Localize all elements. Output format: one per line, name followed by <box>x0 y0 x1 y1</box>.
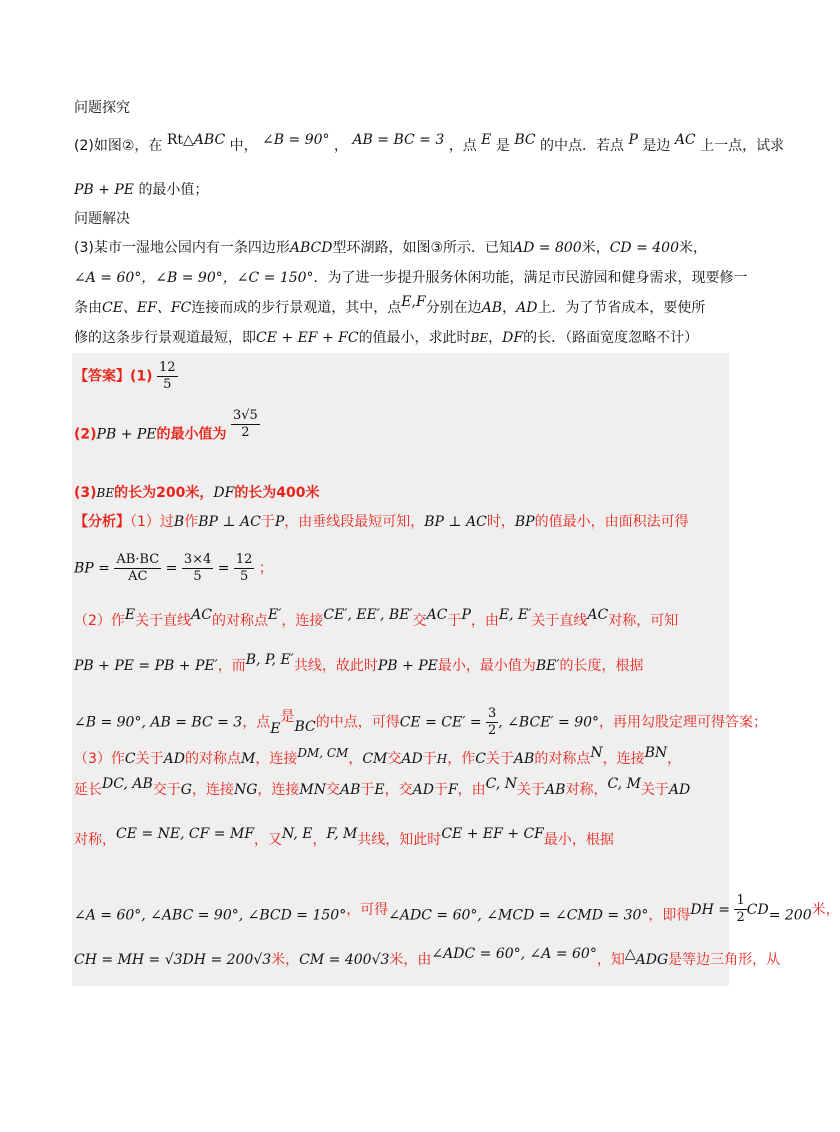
analysis-text: 交 <box>412 613 427 629</box>
analysis-math: , ∠BCE′ = 90° <box>498 714 600 731</box>
analysis-text: 延长 <box>74 782 102 798</box>
answer-2-fraction <box>231 408 260 441</box>
answer-3-prefix: (3) <box>74 485 97 501</box>
analysis-text: （2）作 <box>74 613 125 629</box>
analysis-line-7 <box>74 776 691 800</box>
analysis-math: BP ⊥ AC <box>198 514 261 530</box>
analysis-math: BP = <box>74 560 110 577</box>
analysis-text: ，知 <box>596 952 625 968</box>
analysis-math: N <box>590 745 603 761</box>
analysis-text: 的对称点 <box>534 751 591 767</box>
q3-text: 的值最小，求此时 <box>358 330 471 346</box>
q3-text: 条由 <box>74 300 102 316</box>
analysis-math: = <box>165 560 178 577</box>
analysis-text: 的对称点 <box>184 751 241 767</box>
answer-label: 【答案】 <box>74 368 130 385</box>
analysis-math: B <box>173 514 185 530</box>
analysis-text: 是等边三角形，从 <box>668 952 781 968</box>
analysis-text: ，连接 <box>255 751 298 767</box>
q3-cd: CD = 400 <box>609 240 679 256</box>
analysis-text: 最小，最小值为 <box>437 658 536 674</box>
analysis-math: CM = 400√3 <box>299 952 390 968</box>
q3-text: ， <box>488 330 503 346</box>
analysis-math: = 200 <box>768 907 812 924</box>
analysis-text: ， <box>312 832 327 848</box>
analysis-math: AD <box>668 782 691 798</box>
question-2-line-2 <box>74 180 208 200</box>
analysis-math: PB + PE = PB + PE′ <box>74 658 218 674</box>
analysis-math: CE = NE, CF = MF <box>116 826 255 842</box>
analysis-math: H <box>436 752 448 766</box>
question-3-line-4 <box>74 328 698 348</box>
question-3-line-2 <box>74 268 748 288</box>
analysis-math: F <box>447 782 458 798</box>
q2-bc: BC <box>514 132 536 148</box>
analysis-math: AB <box>545 782 566 798</box>
analysis-math: AC <box>426 607 448 623</box>
q3-text: 修的这条步行景观道最短，即 <box>74 330 256 346</box>
analysis-text: ，由 <box>470 613 499 629</box>
analysis-text: 关于直线 <box>531 613 588 629</box>
q3-text: ．为了进一步提升服务休闲功能，满足市民游园和健身需求，现要修一 <box>313 270 748 286</box>
analysis-math: M <box>240 751 256 767</box>
q3-text: (3)某市一湿地公园内有一条四边形 <box>74 240 290 256</box>
analysis-math: CE′, EE′, BE′ <box>323 607 413 623</box>
analysis-math: C <box>124 751 136 767</box>
analysis-text: 于 <box>360 782 375 798</box>
analysis-text: 对称，可知 <box>608 613 679 629</box>
q2-min: 的最小值； <box>138 182 209 198</box>
analysis-text: 的长度，根据 <box>559 658 644 674</box>
analysis-text: ，连接 <box>281 613 324 629</box>
q3-ab: AB <box>481 300 503 316</box>
analysis-line-8 <box>74 826 614 850</box>
analysis-math: AD <box>163 751 185 767</box>
analysis-text: ，连接 <box>257 782 300 798</box>
analysis-math: = <box>217 560 230 577</box>
q2-equal-sides: AB = BC = 3 <box>352 132 445 148</box>
q2-point-p: P <box>628 132 638 148</box>
fraction-half <box>734 893 746 926</box>
analysis-text: 对称， <box>74 832 116 848</box>
analysis-text: ，由 <box>457 782 486 798</box>
q3-points-ef: E,F <box>401 294 426 310</box>
q2-edge: 是边 <box>642 138 671 154</box>
answer-1-prefix: (1) <box>130 368 153 385</box>
q2-point-e: E <box>481 132 492 148</box>
analysis-line-4 <box>74 652 644 676</box>
analysis-text: 米， <box>811 901 840 918</box>
fraction-denominator: 2 <box>488 723 497 738</box>
analysis-text: 关于 <box>517 782 546 798</box>
analysis-math: DM, CM <box>297 746 349 760</box>
answer-3 <box>74 483 320 503</box>
fraction-numerator: 1 <box>736 893 745 908</box>
analysis-text: 交 <box>387 751 402 767</box>
analysis-math: B, P, E′ <box>245 652 294 668</box>
q2-dot: ，点 <box>448 138 477 154</box>
analysis-text: ，交 <box>384 782 413 798</box>
analysis-math: ∠A = 60°, ∠ABC = 90°, ∠BCD = 150° <box>74 907 347 924</box>
q3-expression: CE + EF + FC <box>256 330 359 346</box>
q2-mid: 的中点．若点 <box>540 138 625 154</box>
fraction-half-three <box>486 706 498 739</box>
analysis-math: CE + EF + CF <box>441 826 544 842</box>
q2-tail: 上一点，试求 <box>700 138 785 154</box>
analysis-math: DC, AB <box>102 776 153 792</box>
analysis-text: 米， <box>271 952 300 968</box>
analysis-text: （1）过 <box>130 514 174 530</box>
analysis-text: ，点 <box>242 714 271 731</box>
q3-text: 上．为了节省成本，要使所 <box>537 300 706 316</box>
analysis-math: BN <box>644 745 668 761</box>
answer-3-be: BE <box>96 486 115 500</box>
q3-text: 连接而成的步行景观道，其中，点 <box>191 300 402 316</box>
answer-1 <box>74 360 178 393</box>
analysis-label: 【分析】 <box>74 514 130 530</box>
q2-ac: AC <box>674 132 696 148</box>
analysis-line-2 <box>74 552 273 585</box>
analysis-math: AC <box>191 607 212 623</box>
analysis-math: PB + PE <box>377 658 438 674</box>
analysis-math: NG <box>233 782 258 798</box>
analysis-text: ， <box>667 751 682 767</box>
analysis-text: 关于 <box>135 751 164 767</box>
answer-3-text2: 的长为400米 <box>234 485 320 501</box>
q2-prefix: (2)如图②，在 <box>74 138 163 154</box>
q3-df: DF <box>502 330 524 346</box>
analysis-text: 关于 <box>485 751 514 767</box>
analysis-text: 交 <box>325 782 340 798</box>
analysis-text: ，连接 <box>602 751 645 767</box>
question-2-line-1 <box>74 132 785 156</box>
analysis-math: P <box>274 514 285 530</box>
q3-text: 型环湖路，如图③所示．已知 <box>332 240 514 256</box>
fraction-result <box>234 552 255 585</box>
analysis-text: 共线，知此时 <box>357 832 442 848</box>
analysis-math: E <box>374 782 385 798</box>
q3-text: 的长．（路面宽度忽略不计） <box>523 330 699 346</box>
analysis-math: BP <box>514 514 535 530</box>
analysis-math: BE′ <box>535 658 560 674</box>
analysis-text: 交于 <box>152 782 181 798</box>
analysis-math: BC <box>294 718 316 735</box>
analysis-line-10 <box>74 946 781 970</box>
analysis-text: ，又 <box>254 832 283 848</box>
q2-expression: PB + PE <box>74 182 134 198</box>
answer-2-text: 的最小值为 <box>156 426 227 443</box>
section-heading-explore: 问题探究 <box>74 100 130 116</box>
analysis-line-1 <box>74 512 689 532</box>
analysis-text: ，作 <box>447 751 476 767</box>
q3-segments: CE、EF、FC <box>102 300 192 316</box>
analysis-math: CH = MH = √3DH = 200√3 <box>74 952 272 968</box>
analysis-text: ； <box>258 560 273 577</box>
analysis-math: E′ <box>267 607 282 623</box>
analysis-text: ，连接 <box>191 782 234 798</box>
analysis-line-5 <box>74 706 767 739</box>
analysis-line-9 <box>74 893 840 932</box>
q3-text: 米， <box>679 240 707 256</box>
section-heading-solve: 问题解决 <box>74 211 130 227</box>
q2-triangle: ABC <box>193 132 226 148</box>
analysis-text: 对称， <box>565 782 608 798</box>
analysis-math: MN <box>299 782 326 798</box>
analysis-text: 最小，根据 <box>543 832 614 848</box>
fraction-denominator: AC <box>128 569 148 584</box>
analysis-math: C <box>475 751 486 767</box>
answer-2-prefix: (2) <box>74 426 97 443</box>
analysis-math: G <box>180 782 192 798</box>
analysis-math: AB <box>513 751 535 767</box>
answer-1-fraction <box>157 360 178 393</box>
fraction-numerator: 3√5 <box>232 408 258 423</box>
q2-is: 是 <box>495 138 510 154</box>
analysis-text: 是 <box>280 708 295 725</box>
analysis-text: ， <box>348 751 363 767</box>
fraction-denominator: 2 <box>736 910 745 925</box>
analysis-text: 关于直线 <box>135 613 192 629</box>
analysis-text: （3）作 <box>74 751 125 767</box>
answer-2-expression: PB + PE <box>96 426 157 443</box>
q3-be: BE <box>470 331 489 345</box>
analysis-text: 米，由 <box>389 952 432 968</box>
analysis-math: ∠ADC = 60°, ∠A = 60° <box>431 946 597 962</box>
analysis-text: 于 <box>447 613 462 629</box>
analysis-math: E, E′ <box>498 607 532 623</box>
q3-text: 米， <box>581 240 610 256</box>
analysis-math: C, N <box>485 776 518 792</box>
fraction-area <box>114 552 161 585</box>
q2-angle-b: ∠B = 90° <box>262 132 330 148</box>
analysis-math: AC <box>587 607 609 623</box>
analysis-text: 的值最小，由面积法可得 <box>534 514 689 530</box>
analysis-math: E <box>124 607 136 623</box>
analysis-text: 的对称点 <box>211 613 268 629</box>
analysis-text: ，由垂线段最短可知， <box>284 514 425 530</box>
q3-ad: AD = 800 <box>513 240 582 256</box>
fraction-denominator: 5 <box>163 377 172 392</box>
analysis-text: 于 <box>433 782 448 798</box>
analysis-math: ADG <box>635 952 669 968</box>
question-3-line-3 <box>74 294 706 318</box>
analysis-math: P <box>461 607 471 623</box>
analysis-text: 于 <box>260 514 275 530</box>
q3-text: ， <box>502 300 517 316</box>
answer-3-df: DF <box>213 485 235 501</box>
q2-comma: ， <box>333 138 348 154</box>
analysis-text: 关于 <box>640 782 669 798</box>
analysis-text: ，即得 <box>648 907 691 924</box>
analysis-text: 于 <box>422 751 437 767</box>
triangle-symbol: △ <box>624 946 636 962</box>
analysis-math: CM <box>362 751 388 767</box>
answer-2 <box>74 408 260 451</box>
question-3-line-1 <box>74 238 707 258</box>
fraction-numerator: 12 <box>235 552 253 567</box>
analysis-text: ，而 <box>217 658 246 674</box>
analysis-math: AD <box>412 782 434 798</box>
analysis-text: 共线，故此时 <box>293 658 378 674</box>
fraction-denominator: 2 <box>241 425 250 440</box>
q3-ad2: AD <box>516 300 538 316</box>
analysis-math: N, E <box>282 826 313 842</box>
fraction-numerator: 3×4 <box>183 552 212 567</box>
fraction-numerator: AB·BC <box>116 552 160 567</box>
analysis-text: 作 <box>184 514 199 530</box>
analysis-math: DH = <box>690 901 731 918</box>
analysis-math: ∠B = 90°, AB = BC = 3 <box>74 714 243 731</box>
answer-3-text: 的长为200米， <box>114 485 214 501</box>
q2-rt: Rt△ <box>166 132 194 148</box>
q3-angles: ∠A = 60°，∠B = 90°，∠C = 150° <box>74 270 314 286</box>
analysis-math: CE = CE′ = <box>399 714 482 731</box>
analysis-math: CD <box>746 901 769 918</box>
analysis-text: 时， <box>486 514 515 530</box>
q3-text: 分别在边 <box>425 300 482 316</box>
analysis-line-6 <box>74 745 682 769</box>
analysis-math: BP ⊥ AC <box>424 514 487 530</box>
analysis-text: ，再用勾股定理可得答案； <box>599 714 768 731</box>
fraction-denominator: 5 <box>193 569 202 584</box>
analysis-math: AD <box>401 751 423 767</box>
analysis-text: ，可得 <box>346 901 389 918</box>
fraction-numerator: 3 <box>488 706 497 721</box>
analysis-math: C, M <box>607 776 641 792</box>
analysis-math: E <box>270 720 281 737</box>
analysis-math: F, M <box>326 826 358 842</box>
analysis-math: AB <box>339 782 361 798</box>
fraction-numerator: 12 <box>159 360 176 375</box>
analysis-line-3 <box>74 607 679 631</box>
fraction-values <box>182 552 213 585</box>
analysis-math: ∠ADC = 60°, ∠MCD = ∠CMD = 30° <box>388 907 649 924</box>
q3-quad: ABCD <box>289 240 333 256</box>
analysis-text: 的中点，可得 <box>315 714 400 731</box>
q2-in: 中， <box>229 138 258 154</box>
fraction-denominator: 5 <box>240 569 249 584</box>
